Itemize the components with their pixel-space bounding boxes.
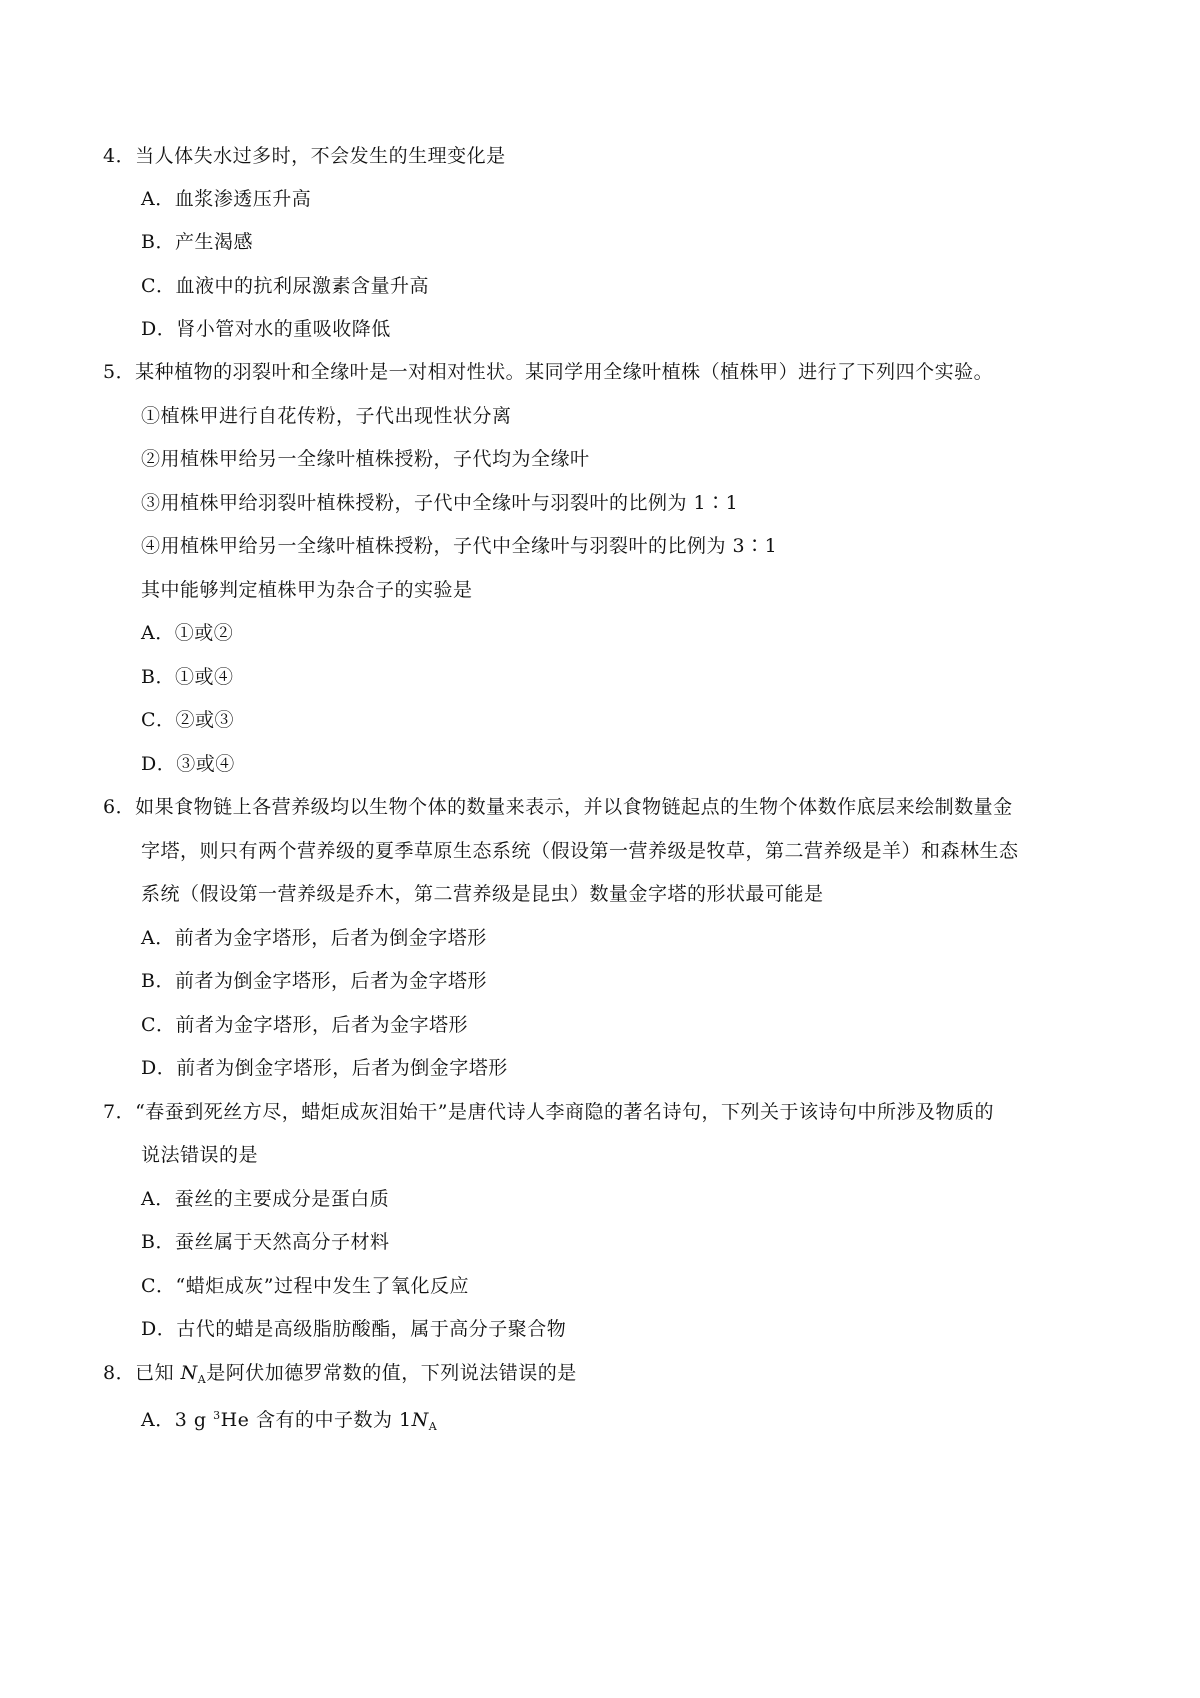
- avogadro-subscript: A: [428, 1420, 438, 1433]
- question-number: 4．: [103, 145, 136, 167]
- mass-text: 3 g: [174, 1409, 214, 1431]
- question-7-stem-line-2: 说法错误的是: [141, 1144, 259, 1166]
- question-text: 如果食物链上各营养级均以生物个体的数量来表示，并以食物链起点的生物个体数作底层来绘制数量金: [135, 796, 1013, 818]
- stem-post: 是阿伏加德罗常数的值，下列说法错误的是: [206, 1362, 577, 1384]
- isotope-mass-number: 3: [213, 1409, 221, 1422]
- question-6-option-c: C．前者为金字塔形，后者为金字塔形: [141, 1014, 469, 1036]
- question-6-option-a: A．前者为金字塔形，后者为倒金字塔形: [141, 927, 487, 949]
- question-4-option-c: C．血液中的抗利尿激素含量升高: [141, 275, 430, 297]
- question-4-stem: [103, 143, 506, 169]
- question-number: 6．: [103, 796, 136, 818]
- question-5-experiment-4: ④用植株甲给另一全缘叶植株授粉，子代中全缘叶与羽裂叶的比例为 3∶1: [141, 535, 778, 557]
- question-6-option-d: D．前者为倒金字塔形，后者为倒金字塔形: [141, 1057, 508, 1079]
- question-6-option-b: B．前者为倒金字塔形，后者为金字塔形: [141, 970, 487, 992]
- question-5-option-a: A．①或②: [141, 622, 234, 644]
- question-text: 某种植物的羽裂叶和全缘叶是一对相对性状。某同学用全缘叶植株（植株甲）进行了下列四个实验。: [135, 361, 994, 383]
- question-8-option-a: [141, 1403, 437, 1440]
- avogadro-subscript: A: [197, 1373, 207, 1386]
- question-7-option-a: A．蚕丝的主要成分是蛋白质: [141, 1188, 390, 1210]
- question-number: 7．: [103, 1101, 136, 1123]
- question-text: 当人体失水过多时，不会发生的生理变化是: [135, 145, 506, 167]
- question-7-option-b: B．蚕丝属于天然高分子材料: [141, 1231, 390, 1253]
- stem-pre: 已知: [135, 1362, 181, 1384]
- question-5-stem: [103, 359, 993, 385]
- question-7-option-c: C．“蜡炬成灰”过程中发生了氧化反应: [141, 1275, 469, 1297]
- question-7-option-d: D．古代的蜡是高级脂肪酸酯，属于高分子聚合物: [141, 1318, 567, 1340]
- question-7-stem-line-1: [103, 1099, 994, 1125]
- option-label: A．: [141, 1409, 175, 1431]
- question-8-stem: [103, 1360, 577, 1393]
- question-4-option-d: D．肾小管对水的重吸收降低: [141, 318, 391, 340]
- question-5-option-c: C．②或③: [141, 709, 235, 731]
- question-5-experiment-3: ③用植株甲给羽裂叶植株授粉，子代中全缘叶与羽裂叶的比例为 1∶1: [141, 492, 739, 514]
- avogadro-symbol: N: [180, 1362, 198, 1384]
- question-4-option-a: A．血浆渗透压升高: [141, 188, 312, 210]
- question-5-experiment-2: ②用植株甲给另一全缘叶植株授粉，子代均为全缘叶: [141, 448, 590, 470]
- question-5-option-d: D．③或④: [141, 753, 235, 775]
- question-5-option-b: B．①或④: [141, 666, 234, 688]
- question-4-option-b: B．产生渴感: [141, 231, 253, 253]
- question-text: “春蚕到死丝方尽，蜡炬成灰泪始干”是唐代诗人李商隐的著名诗句，下列关于该诗句中所涉及物质的: [135, 1101, 995, 1123]
- question-6-stem-line-3: 系统（假设第一营养级是乔木，第二营养级是昆虫）数量金字塔的形状最可能是: [141, 883, 824, 905]
- question-5-experiment-1: ①植株甲进行自花传粉，子代出现性状分离: [141, 405, 512, 427]
- avogadro-symbol: N: [411, 1409, 429, 1431]
- question-5-prompt: 其中能够判定植株甲为杂合子的实验是: [141, 579, 473, 601]
- question-number: 8．: [103, 1362, 136, 1384]
- question-6-stem-line-2: 字塔，则只有两个营养级的夏季草原生态系统（假设第一营养级是牧草，第二营养级是羊）和森林生态: [141, 840, 1019, 862]
- option-text: 含有的中子数为 1: [249, 1409, 412, 1431]
- question-6-stem-line-1: [103, 794, 1013, 820]
- element-symbol: He: [220, 1409, 250, 1431]
- question-number: 5．: [103, 361, 136, 383]
